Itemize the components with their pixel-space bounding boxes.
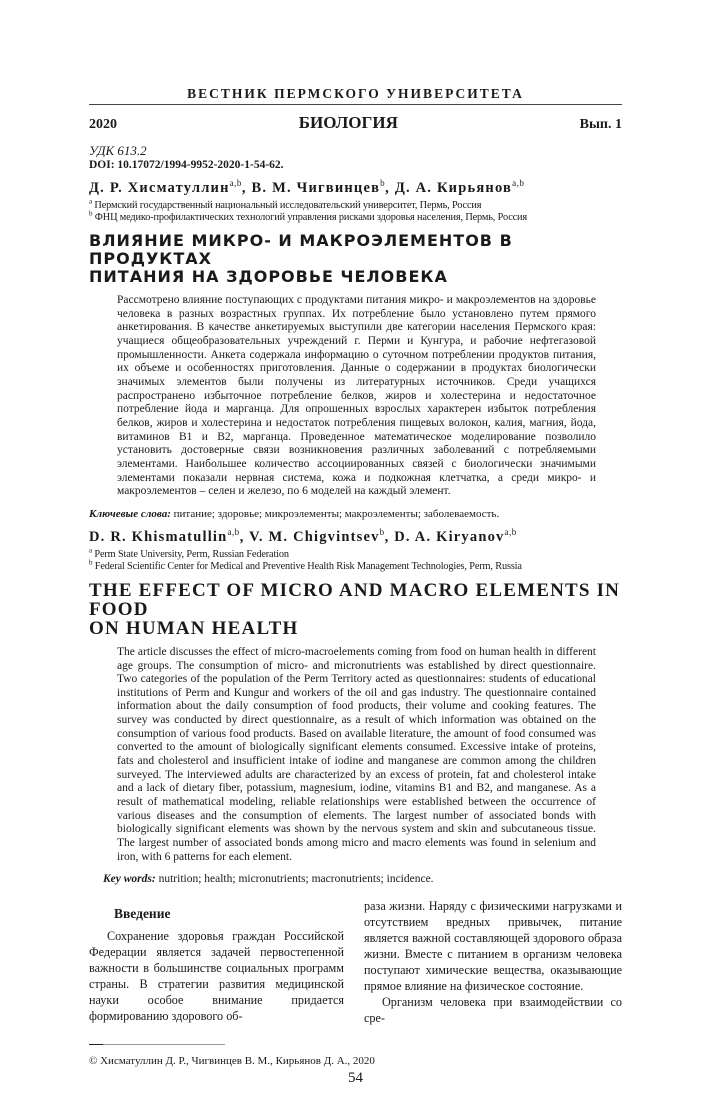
affiliation-text: Perm State University, Perm, Russian Federation [94,548,289,560]
affiliations-en [89,546,622,573]
author-affil-mark: b [379,527,385,538]
article-title-ru [89,232,622,286]
keywords-label: Key words: [103,873,156,886]
affiliation [89,209,622,224]
author-affil-mark: a,b [227,527,240,538]
title-line: ПИТАНИЯ НА ЗДОРОВЬЕ ЧЕЛОВЕКА [89,267,448,286]
authors-ru [89,179,622,197]
copyright-notice: © Хисматуллин Д. Р., Чигвинцев В. М., Кирьянов Д. А., 2020 [89,1055,375,1068]
footnote-rule [89,1044,225,1045]
journal-section: БИОЛОГИЯ [298,113,398,132]
author-name: D. A. Kiryanov [394,528,505,545]
author-affil-mark: a,b [229,178,242,189]
header-rule [89,104,622,105]
affiliation [89,546,622,561]
affiliation-mark: b [89,558,93,567]
keywords-list: nutrition; health; micronutrients; macronutrients; incidence. [155,873,434,886]
footnote-rules [89,1044,225,1045]
title-line: ON HUMAN HEALTH [89,617,299,639]
affiliation [89,558,622,573]
affiliation-mark: b [89,209,93,218]
affiliation [89,197,622,212]
paragraph: Организм человека при взаимодействии со сре- [364,995,622,1026]
abstract-ru: Рассмотрено влияние поступающих с продуктами питания микро- и макроэлементов на здоровье человека в разных возрастных группах. Их потребление было установлено путем прямого анкетирования. В качестве анкетируемых выступили две категории населения Пермского края: учащиеся общеобразовательных учреждений г. Перми и Кунгура, и рабочие нефтегазовой промышленности. Анкета содержала информацию о суточном потреблении продуктов питания, их объеме и особенностях приготовления. Данные о содержании в продуктах биологически значимых элементов были получены из литературных источников. Среди учащихся распространено избыточное потребление белков, жиров и холестерина и недостаточное потребление йода и марганца. Для опрошенных взрослых характерен избыток потребления белков, жиров и холестерина и недостаток потребления пищевых волокон, калия, магния, йода, витаминов B1 и B2, марганца. Проведенное математическое моделирование позволило установить достоверные связи возникновения различных заболеваний с потребляемыми элементами. Наибольшее количество ассоциированных связей с биологически значимыми элементами показали нервная система, кожа и подкожная клетчатка, а среди микро- и макроэлементов – селен и железо, по 6 моделей на каждый элемент. [117,294,596,498]
affiliation-text: ФНЦ медико-профилактических технологий управления рисками здоровья населения, Пермь, Россия [94,212,527,223]
doi[interactable]: DOI: 10.17072/1994-9952-2020-1-54-62. [89,159,284,171]
page-number: 54 [348,1070,363,1087]
author-separator: , [384,528,395,545]
author-name: V. M. Chigvintsev [249,528,380,545]
authors-en [89,528,622,546]
section-heading: Введение [114,906,171,922]
author-affil-mark: a,b [512,178,525,189]
body-left-column [89,898,344,1026]
journal-name: ВЕСТНИК ПЕРМСКОГО УНИВЕРСИТЕТА [187,86,524,101]
author-name: Д. Р. Хисматуллин [89,180,230,196]
affiliation-mark: a [89,197,92,206]
author-name: Д. А. Кирьянов [394,180,513,196]
affiliations-ru [89,197,622,224]
body-columns [89,898,622,1026]
issue-year: 2020 [89,117,117,132]
author-affil-mark: b [380,178,386,189]
author-name: D. R. Khismatullin [89,528,228,545]
author-separator: , [241,180,252,196]
footnote-rule-accent [89,1044,103,1045]
running-head [89,113,622,135]
body-right-column [364,898,622,1026]
article-title-en [89,581,622,638]
author-name: В. М. Чигвинцев [251,180,381,196]
affiliation-text: Пермский государственный национальный исследовательский университет, Пермь, Россия [94,200,482,211]
author-separator: , [385,180,395,196]
paragraph: Сохранение здоровья граждан Российской Федерации является задачей первостепенной важности в большинстве социальных программ страны. В стратегии развития медицинской науки особое внимание придается формированию здорового об- [89,929,344,1024]
paragraph: раза жизни. Наряду с физическими нагрузками и отсутствием вредных привычек, питание является важной составляющей здорового образа жизни. Вместе с питанием в организм человека поступают химические вещества, оказывающие прямое влияние на физическое состояние. [364,899,622,994]
author-separator: , [239,528,250,545]
title-line: ВЛИЯНИЕ МИКРО- И МАКРОЭЛЕМЕНТОВ В ПРОДУКТАХ [89,231,513,268]
affiliation-mark: a [89,546,92,555]
keywords-en [103,872,622,886]
affiliation-text: Federal Scientific Center for Medical and Preventive Health Risk Management Technologies, Perm, Russia [94,560,522,572]
issue-number: Вып. 1 [579,117,622,132]
keywords-list: питание; здоровье; микроэлементы; макроэлементы; заболеваемость. [170,507,500,520]
keywords-ru [89,507,622,521]
author-affil-mark: a,b [504,527,517,538]
title-line: THE EFFECT OF MICRO AND MACRO ELEMENTS IN FOOD [89,579,621,620]
abstract-en: The article discusses the effect of micro-macroelements coming from food on human health in different age groups. The consumption of micro- and micronutrients was established by direct questionnaire. Two categories of the population of the Perm Territory acted as questionnaires: students of educational institutions of Perm and Kungur and workers of the oil and gas industry. The questionnaire contained information about the daily consumption of food products, their volume and cooking features. The survey was conducted by direct questionnaire, as a result of which information was obtained on the consumption of various food products. Based on available literature, the amount of food consumed was converted to the amount of biologically significant elements consumed. Excessive intake of proteins, fats and cholesterol and insufficient intake of iodine and manganese are common among the children surveyed. The interviewed adults are characterized by an excess of protein, fat and cholesterol intake and a lack of dietary fiber, potassium, magnesium, iodine, vitamins B1 and B2, and manganese. As a result of mathematical modeling, reliable relationships were established between the occurrence of various diseases and the consumption of elements. The largest number of associated bonds with biologically significant elements was shown by the nervous system and skin and subcutaneous tissue. The largest number of associated bonds among micro and macro elements was found in selenium and iron, with 6 patterns for each element. [117,645,596,863]
udk-code: УДК 613.2 [89,143,147,158]
keywords-label: Ключевые слова: [89,507,171,520]
